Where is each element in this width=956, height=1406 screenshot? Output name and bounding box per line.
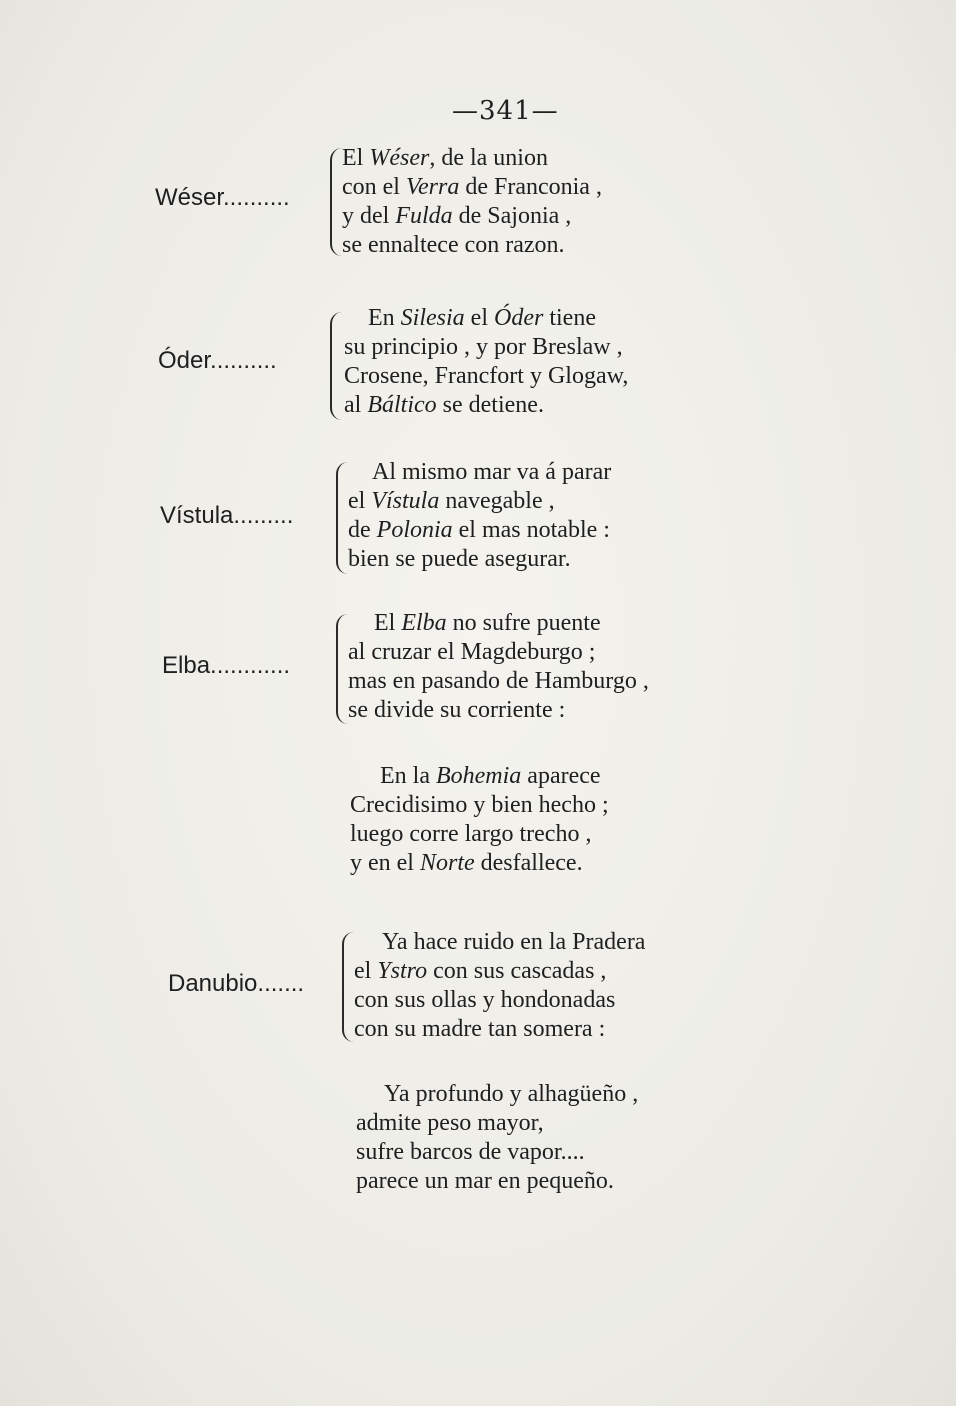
italic-word: Óder	[494, 305, 544, 331]
verse-line: En la Bohemia aparece	[380, 763, 601, 789]
italic-word: Silesia	[400, 305, 465, 331]
verse-line: Ya profundo y alhagüeño ,	[384, 1081, 639, 1107]
verse-line: El Elba no sufre puente	[374, 610, 601, 636]
verse-line: con su madre tan somera :	[354, 1016, 606, 1042]
verse-line: Al mismo mar va á parar	[372, 459, 612, 485]
verse-bohemia	[350, 762, 609, 878]
italic-word: Elba	[401, 610, 447, 636]
page-number: —341—	[452, 96, 559, 126]
verse-line: sufre barcos de vapor....	[356, 1139, 585, 1165]
verse-line: se ennaltece con razon.	[342, 232, 565, 258]
verse-line: el Vístula navegable ,	[348, 488, 555, 514]
verse-line: Crecidisimo y bien hecho ;	[350, 792, 609, 818]
verse-line: el Ystro con sus cascadas ,	[354, 958, 607, 984]
verse-line: al Báltico se detiene.	[344, 392, 544, 418]
river-label-elba: Elba............	[162, 652, 291, 679]
verse-line: mas en pasando de Hamburgo ,	[348, 668, 649, 694]
verse-line: y del Fulda de Sajonia ,	[342, 203, 572, 229]
verse-line: con el Verra de Franconia ,	[342, 174, 602, 200]
verse-line: admite peso mayor,	[356, 1110, 544, 1136]
verse-line: y en el Norte desfallece.	[350, 850, 583, 876]
italic-word: Norte	[419, 850, 475, 876]
verse-line: bien se puede asegurar.	[348, 546, 571, 572]
verse-line: luego corre largo trecho ,	[350, 821, 592, 847]
verse-line: con sus ollas y hondonadas	[354, 987, 616, 1013]
italic-word: Vístula	[371, 488, 440, 514]
verse-line: al cruzar el Magdeburgo ;	[348, 639, 596, 665]
verse-final	[356, 1080, 638, 1196]
verse-weser	[342, 144, 602, 260]
italic-word: Verra	[405, 174, 460, 200]
verse-line: de Polonia el mas notable :	[348, 517, 610, 543]
verse-vistula	[348, 458, 611, 574]
verse-line: El Wéser, de la union	[342, 145, 548, 171]
verse-danubio	[354, 928, 645, 1044]
verse-elba	[348, 609, 649, 725]
river-label-danubio: Danubio.......	[168, 970, 305, 997]
italic-word: Bohemia	[435, 763, 522, 789]
river-label-vistula: Vístula.........	[160, 502, 294, 529]
italic-word: Ystro	[377, 958, 428, 984]
verse-line: Ya hace ruido en la Pradera	[382, 929, 646, 955]
italic-word: Báltico	[367, 392, 437, 418]
verse-line: Crosene, Francfort y Glogaw,	[344, 363, 629, 389]
river-label-oder: Óder..........	[158, 347, 277, 374]
verse-line: En Silesia el Óder tiene	[368, 305, 596, 331]
italic-word: Polonia	[376, 517, 453, 543]
river-label-weser: Wéser..........	[155, 184, 290, 211]
italic-word: Fulda	[395, 203, 453, 229]
verse-line: su principio , y por Breslaw ,	[344, 334, 623, 360]
verse-line: se divide su corriente :	[348, 697, 566, 723]
verse-oder	[344, 304, 628, 420]
verse-line: parece un mar en pequeño.	[356, 1168, 614, 1194]
italic-word: Wéser	[369, 145, 430, 171]
